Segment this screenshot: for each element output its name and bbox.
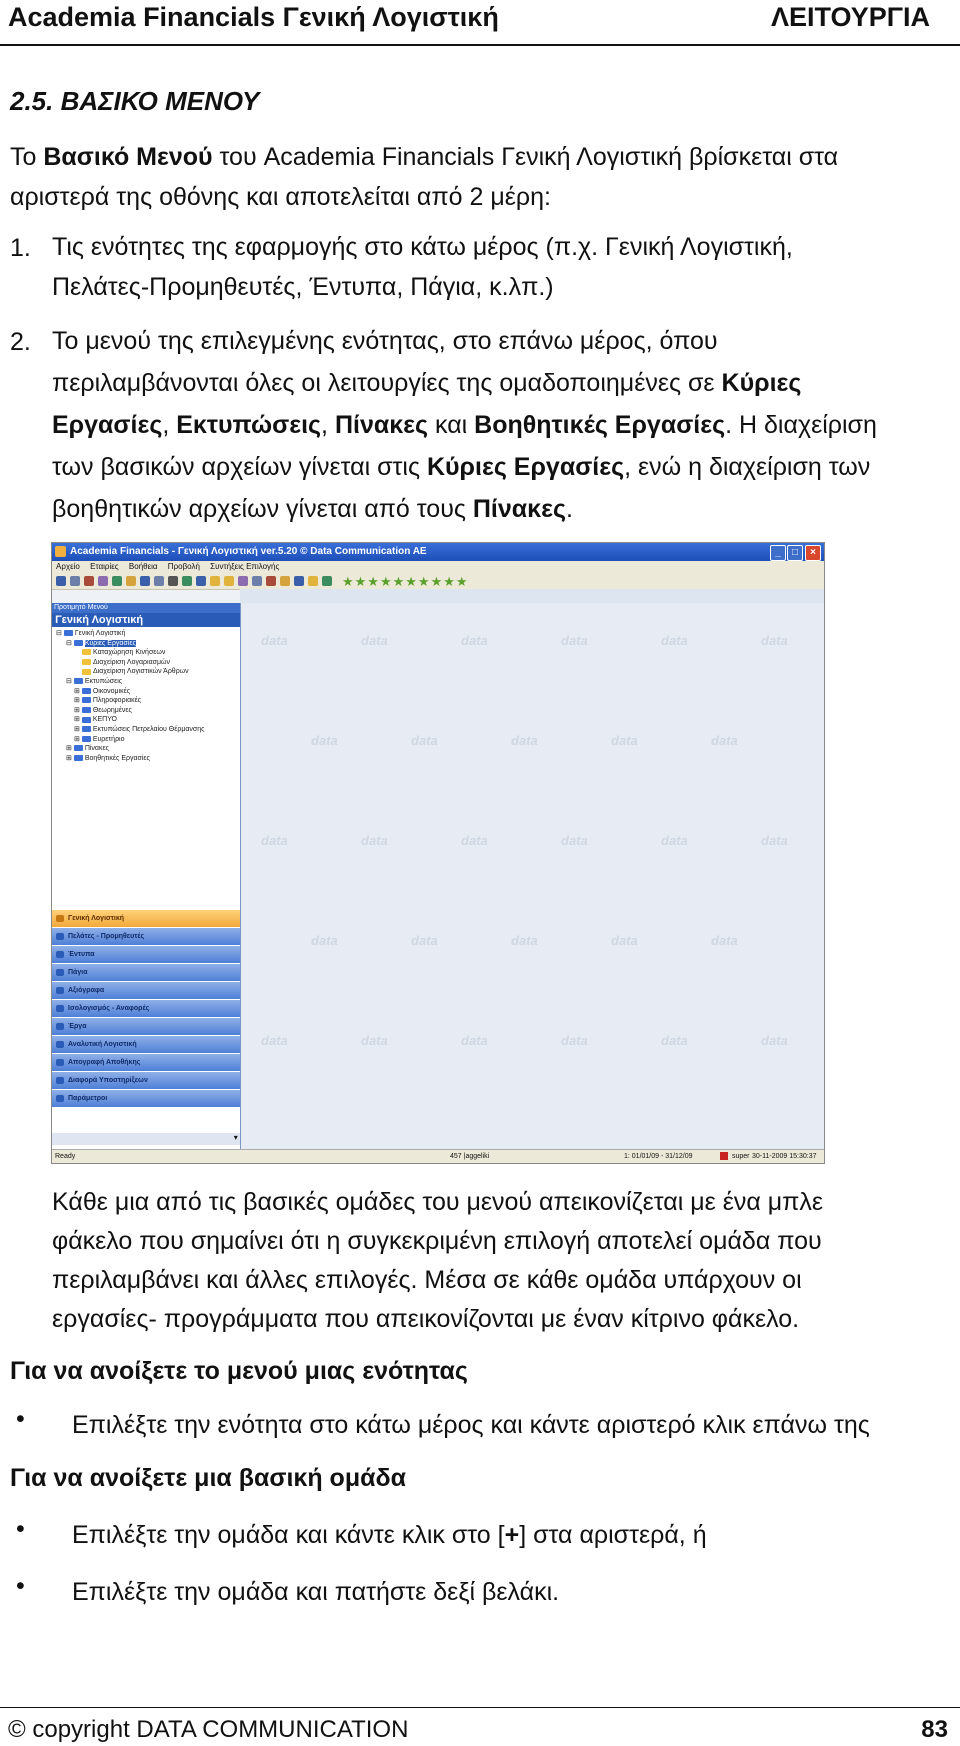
workspace-watermark-area bbox=[241, 603, 824, 1150]
favorites-stars-icon[interactable]: ★★★★★★★★★★ bbox=[342, 574, 469, 589]
toolbar-icon[interactable] bbox=[238, 576, 248, 586]
watermark: data bbox=[761, 633, 788, 648]
page-header bbox=[0, 0, 960, 46]
folder-icon bbox=[82, 649, 91, 655]
watermark: data bbox=[361, 833, 388, 848]
instruction-open-group-2: Επιλέξτε την ομάδα και πατήστε δεξί βελάκι. bbox=[72, 1578, 560, 1606]
watermark: data bbox=[561, 633, 588, 648]
header-title: Academia Financials Γενική Λογιστική bbox=[8, 2, 499, 32]
folder-icon bbox=[74, 755, 83, 761]
para-line-4: εργασίες- προγράμματα που απεικονίζονται με έναν κίτρινο φάκελο. bbox=[52, 1305, 800, 1333]
tree-item[interactable]: ⊞ Πίνακες bbox=[66, 745, 109, 753]
watermark: data bbox=[411, 733, 438, 748]
tree-item[interactable]: ⊞ Οικονομικές bbox=[74, 687, 131, 695]
watermark: data bbox=[661, 833, 688, 848]
toolbar-icon[interactable] bbox=[84, 576, 94, 586]
status-level: super bbox=[732, 1153, 750, 1160]
tree-item[interactable]: ⊞ Βοηθητικές Εργασίες bbox=[66, 754, 150, 762]
list-number-1: 1. bbox=[10, 234, 31, 262]
menu-options[interactable]: Συντήξεις Επιλογής bbox=[210, 562, 280, 571]
module-icon bbox=[56, 987, 64, 994]
para-line-2: φάκελο που σημαίνει ότι η συγκεκριμένη επιλογή αποτελεί ομάδα που bbox=[52, 1227, 822, 1255]
tree-item[interactable]: ⊞ Εκτυπώσεις Πετρελαίου Θέρμανσης bbox=[74, 725, 205, 733]
app-titlebar bbox=[52, 543, 824, 561]
page-number: 83 bbox=[921, 1716, 948, 1743]
section-heading: 2.5. ΒΑΣΙΚΟ ΜΕΝΟΥ bbox=[10, 86, 260, 116]
nav-balance-reports[interactable]: Ισολογισμός - Αναφορές bbox=[52, 1000, 240, 1017]
tree-item[interactable]: Καταχώρηση Κινήσεων bbox=[52, 648, 205, 658]
bullet: • bbox=[16, 1405, 25, 1433]
nav-scroll-down-icon[interactable]: ▾ bbox=[52, 1133, 240, 1145]
nav-stock-inventory[interactable]: Απογραφή Αποθήκης bbox=[52, 1054, 240, 1071]
tree-item[interactable]: ⊟ Κύριες Εργασίες bbox=[66, 639, 136, 647]
folder-icon bbox=[82, 697, 91, 703]
nav-general-ledger[interactable]: Γενική Λογιστική bbox=[52, 910, 240, 927]
tree-item[interactable]: ⊞ ΚΕΠΥΟ bbox=[74, 716, 117, 724]
menu-file[interactable]: Αρχείο bbox=[56, 562, 80, 571]
subheading-open-group: Για να ανοίξετε μια βασική ομάδα bbox=[10, 1464, 407, 1492]
folder-icon bbox=[64, 630, 73, 636]
watermark: data bbox=[461, 633, 488, 648]
status-datetime: 30-11-2009 15:30:37 bbox=[752, 1153, 817, 1160]
toolbar-icon[interactable] bbox=[126, 576, 136, 586]
para-line-1: Κάθε μια από τις βασικές ομάδες του μενού απεικονίζεται με ένα μπλε bbox=[52, 1188, 824, 1216]
list-item-2-line-4: των βασικών αρχείων γίνεται στις Κύριες Εργασίες, ενώ η διαχείριση των bbox=[52, 453, 871, 481]
watermark: data bbox=[361, 1033, 388, 1048]
nav-parameters[interactable]: Παράμετροι bbox=[52, 1090, 240, 1107]
toolbar-icon[interactable] bbox=[70, 576, 80, 586]
list-item-2-line-1: Το μενού της επιλεγμένης ενότητας, στο επάνω μέρος, όπου bbox=[52, 327, 718, 355]
module-icon bbox=[56, 969, 64, 976]
module-nav bbox=[52, 910, 240, 1108]
list-number-2: 2. bbox=[10, 328, 31, 356]
app-window-title: Academia Financials - Γενική Λογιστική ver.5.20 © Data Communication AE bbox=[70, 546, 427, 557]
watermark: data bbox=[661, 1033, 688, 1048]
watermark: data bbox=[711, 733, 738, 748]
tree-item[interactable]: Διαχείριση Λογιστικών Άρθρων bbox=[52, 667, 205, 677]
app-logo-icon bbox=[55, 546, 66, 557]
watermark: data bbox=[261, 633, 288, 648]
header-section: ΛΕΙΤΟΥΡΓΙΑ bbox=[770, 2, 930, 32]
para-line-3: περιλαμβάνει και άλλες επιλογές. Μέσα σε κάθε ομάδα υπάρχουν οι bbox=[52, 1266, 802, 1294]
watermark: data bbox=[611, 733, 638, 748]
instruction-open-group-1: Επιλέξτε την ομάδα και κάντε κλικ στο [+] στα αριστερά, ή bbox=[72, 1521, 707, 1549]
watermark: data bbox=[261, 833, 288, 848]
watermark: data bbox=[461, 1033, 488, 1048]
nav-customers-suppliers[interactable]: Πελάτες - Προμηθευτές bbox=[52, 928, 240, 945]
panel-title: Γενική Λογιστική bbox=[52, 613, 240, 627]
folder-icon bbox=[82, 707, 91, 713]
watermark: data bbox=[511, 733, 538, 748]
watermark: data bbox=[561, 833, 588, 848]
watermark: data bbox=[361, 633, 388, 648]
menu-help[interactable]: Βοήθεια bbox=[128, 562, 158, 571]
watermark: data bbox=[311, 733, 338, 748]
menu-view[interactable]: Προβολή bbox=[167, 562, 200, 571]
module-icon bbox=[56, 933, 64, 940]
status-user: 457 |aggeliki bbox=[450, 1153, 490, 1160]
status-period: 1: 01/01/09 - 31/12/09 bbox=[624, 1153, 693, 1160]
folder-icon bbox=[82, 669, 91, 675]
nav-support-transfer[interactable]: Διαφορά Υποστηρίξεων bbox=[52, 1072, 240, 1089]
toolbar-icon[interactable] bbox=[56, 576, 66, 586]
folder-icon bbox=[82, 688, 91, 694]
minimize-icon[interactable]: _ bbox=[770, 545, 786, 561]
intro-line-1: Το Βασικό Μενού του Academia Financials Γενική Λογιστική βρίσκεται στα bbox=[10, 143, 839, 171]
watermark: data bbox=[761, 833, 788, 848]
app-screenshot bbox=[51, 542, 825, 1164]
warning-icon[interactable] bbox=[224, 576, 234, 586]
nav-cost-accounting[interactable]: Αναλυτική Λογιστική bbox=[52, 1036, 240, 1053]
subheading-open-section: Για να ανοίξετε το μενού μιας ενότητας bbox=[10, 1357, 468, 1385]
module-icon bbox=[56, 1059, 64, 1066]
menu-companies[interactable]: Εταιρίες bbox=[90, 562, 119, 571]
status-ready: Ready bbox=[55, 1153, 76, 1160]
toolbar-icon[interactable] bbox=[112, 576, 122, 586]
watermark: data bbox=[511, 933, 538, 948]
folder-icon bbox=[74, 678, 83, 684]
tree-item[interactable]: Διαχείριση Λογαριασμών bbox=[52, 658, 205, 668]
page-footer bbox=[0, 1707, 960, 1746]
bullet: • bbox=[16, 1572, 25, 1600]
toolbar-icon[interactable] bbox=[196, 576, 206, 586]
close-icon[interactable]: × bbox=[805, 545, 821, 561]
workspace-header-strip bbox=[240, 589, 824, 603]
watermark: data bbox=[611, 933, 638, 948]
nav-securities[interactable]: Αξιόγραφα bbox=[52, 982, 240, 999]
folder-icon bbox=[82, 659, 91, 665]
menu-panel bbox=[52, 603, 241, 1150]
folder-icon[interactable] bbox=[308, 576, 318, 586]
list-item-1-line-2: Πελάτες-Προμηθευτές, Έντυπα, Πάγια, κ.λπ.) bbox=[52, 273, 554, 301]
watermark: data bbox=[411, 933, 438, 948]
instruction-open-section: Επιλέξτε την ενότητα στο κάτω μέρος και κάντε αριστερό κλικ επάνω της bbox=[72, 1411, 870, 1439]
module-icon bbox=[56, 1095, 64, 1102]
copyright-text: © copyright DATA COMMUNICATION bbox=[8, 1716, 409, 1743]
list-item-2-line-3: Εργασίες, Εκτυπώσεις, Πίνακες και Βοηθητικές Εργασίες. Η διαχείριση bbox=[52, 411, 877, 439]
toolbar-icon[interactable] bbox=[154, 576, 164, 586]
folder-icon bbox=[74, 640, 83, 646]
app-statusbar bbox=[52, 1149, 824, 1163]
module-icon bbox=[56, 1077, 64, 1084]
app-menubar bbox=[52, 561, 824, 573]
toolbar-icon[interactable] bbox=[168, 576, 178, 586]
panel-caption: Προτιμητό Μενού bbox=[52, 603, 240, 613]
watermark: data bbox=[461, 833, 488, 848]
toolbar-icon[interactable] bbox=[98, 576, 108, 586]
watermark: data bbox=[711, 933, 738, 948]
status-indicator-icon bbox=[720, 1152, 728, 1160]
list-item-1-line-1: Τις ενότητες της εφαρμογής στο κάτω μέρος (π.χ. Γενική Λογιστική, bbox=[52, 233, 793, 261]
toolbar-icon[interactable] bbox=[140, 576, 150, 586]
toolbar-icon[interactable] bbox=[322, 576, 332, 586]
module-icon bbox=[56, 1041, 64, 1048]
folder-icon bbox=[74, 745, 83, 751]
module-icon bbox=[56, 1005, 64, 1012]
module-icon bbox=[56, 1023, 64, 1030]
nav-assets[interactable]: Πάγια bbox=[52, 964, 240, 981]
intro-line-2: αριστερά της οθόνης και αποτελείται από 2 μέρη: bbox=[10, 183, 551, 211]
tree-item[interactable]: ⊟ Εκτυπώσεις bbox=[66, 677, 123, 685]
app-toolbar bbox=[52, 573, 824, 590]
toolbar-icon[interactable] bbox=[182, 576, 192, 586]
maximize-icon[interactable]: □ bbox=[787, 545, 803, 561]
warning-icon[interactable] bbox=[210, 576, 220, 586]
toolbar-icon[interactable] bbox=[294, 576, 304, 586]
watermark: data bbox=[761, 1033, 788, 1048]
list-item-2-line-2: περιλαμβάνονται όλες οι λειτουργίες της ομαδοποιημένες σε Κύριες bbox=[52, 369, 802, 397]
watermark: data bbox=[661, 633, 688, 648]
tree-item[interactable]: ⊞ Θεωρημένες bbox=[74, 706, 132, 714]
nav-projects[interactable]: Έργα bbox=[52, 1018, 240, 1035]
watermark: data bbox=[261, 1033, 288, 1048]
watermark: data bbox=[561, 1033, 588, 1048]
toolbar-icon[interactable] bbox=[280, 576, 290, 586]
nav-forms[interactable]: Έντυπα bbox=[52, 946, 240, 963]
tree-item[interactable]: ⊟ Γενική Λογιστική bbox=[56, 630, 126, 637]
toolbar-icon[interactable] bbox=[252, 576, 262, 586]
menu-tree bbox=[52, 629, 205, 763]
module-icon bbox=[56, 915, 64, 922]
watermark: data bbox=[311, 933, 338, 948]
tree-item[interactable]: ⊞ Πληροφοριακές bbox=[74, 697, 142, 705]
list-item-2-line-5: βοηθητικών αρχείων γίνεται από τους Πίνακες. bbox=[52, 495, 573, 523]
folder-icon bbox=[82, 717, 91, 723]
folder-icon bbox=[82, 736, 91, 742]
module-icon bbox=[56, 951, 64, 958]
tree-item[interactable]: ⊞ Ευρετήριο bbox=[74, 735, 125, 743]
folder-icon bbox=[82, 726, 91, 732]
bullet: • bbox=[16, 1515, 25, 1543]
toolbar-icon[interactable] bbox=[266, 576, 276, 586]
